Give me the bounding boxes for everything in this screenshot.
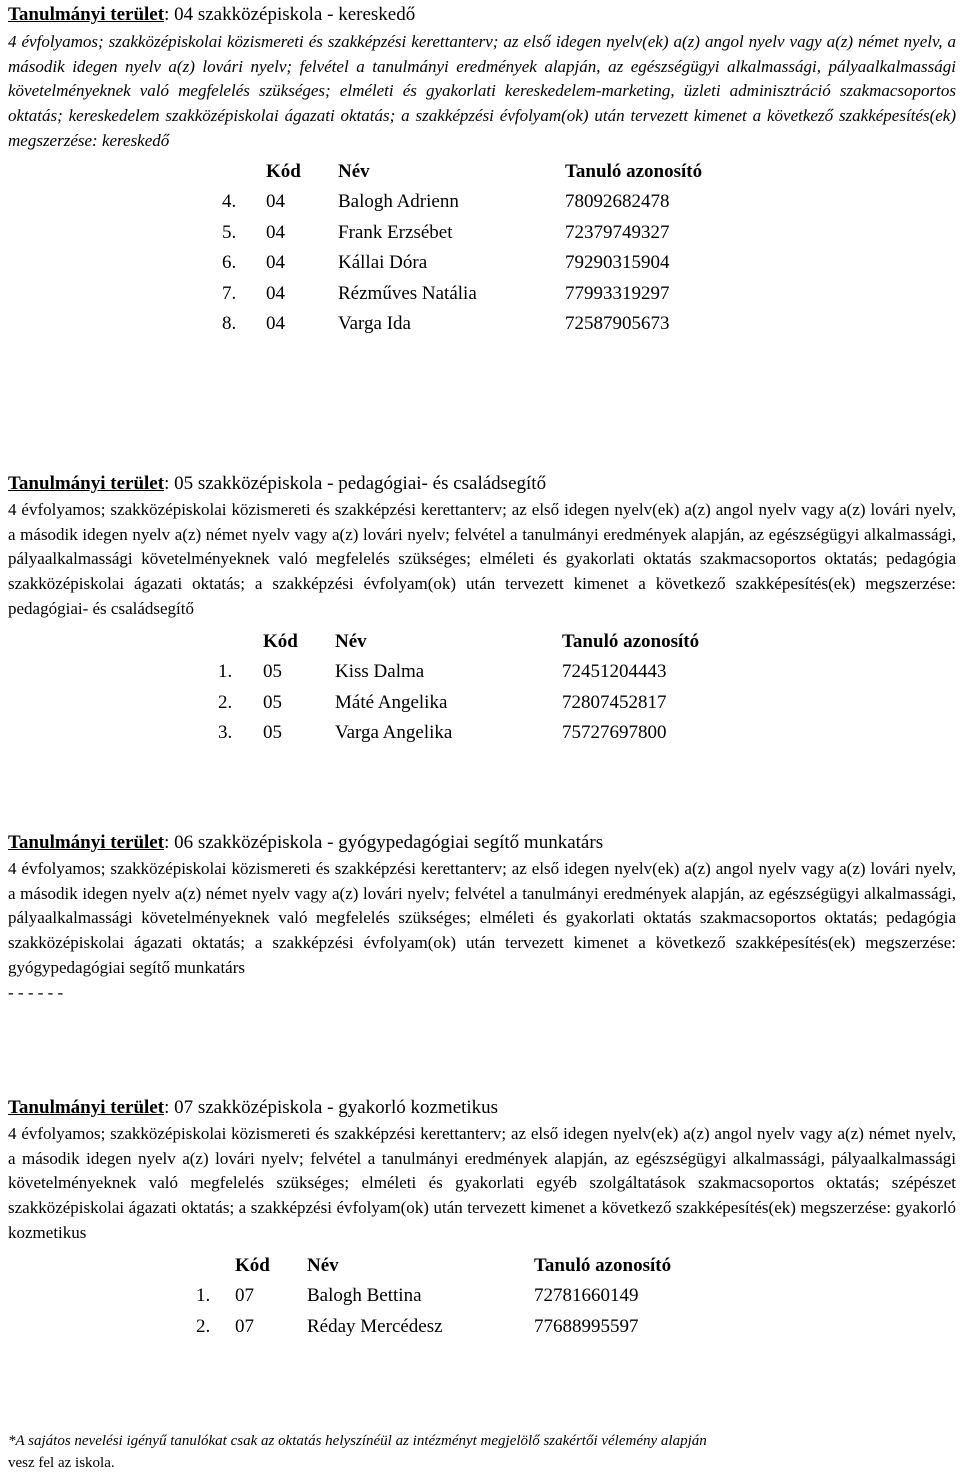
row-id: 72781660149 (534, 1285, 639, 1307)
section-description-text: 4 évfolyamos; szakközépiskolai közismereti és szakképzési kerettanterv; az első idegen nyelv(ek) a(z) angol nyelv vagy a(z) lovári nyelv, a második idegen nyelv a(z) német nyelv vagy a(z) lovári nyelv; felvétel a tanulmányi eredmények alapján, az egészségügyi alkalmassági, pályaalkalmassági követelményeknek való megfelelés szükséges; elméleti és gyakorlati oktatás szakmacsoportos oktatás; pedagógia szakközépiskolai ágazati oktatás; a szakképzési évfolyam(ok) után tervezett kimenet a következő szakképesítés(ek) megszerzése: pedagógiai- és családsegítő (8, 500, 956, 618)
row-id: 77688995597 (534, 1315, 639, 1337)
col-header-id: Tanuló azonosító (562, 630, 700, 652)
table-row (218, 718, 699, 749)
table-row (222, 218, 702, 249)
section-description (8, 857, 956, 981)
row-name: Kállai Dóra (338, 252, 428, 274)
table-row (222, 248, 702, 279)
section-heading-label: Tanulmányi terület (8, 473, 165, 494)
section-description (8, 1122, 956, 1246)
row-number: 7. (222, 282, 237, 304)
section-heading-label: Tanulmányi terület (8, 1097, 165, 1118)
row-number: 8. (222, 313, 237, 335)
table-row (222, 187, 702, 218)
row-name: Varga Angelika (335, 722, 453, 744)
section-description (8, 498, 956, 622)
row-id: 78092682478 (565, 191, 670, 213)
row-name: Frank Erzsébet (338, 221, 453, 243)
row-id: 75727697800 (562, 722, 667, 744)
col-header-id: Tanuló azonosító (534, 1254, 672, 1276)
section-04 (8, 4, 956, 340)
student-table (218, 627, 699, 749)
row-name: Rézműves Natália (338, 282, 477, 304)
row-code: 04 (266, 191, 285, 213)
col-header-code: Kód (263, 630, 298, 652)
row-name: Balogh Adrienn (338, 191, 459, 213)
col-header-code: Kód (235, 1254, 270, 1276)
row-name: Máté Angelika (335, 691, 448, 713)
row-id: 79290315904 (565, 252, 670, 274)
row-number: 2. (196, 1315, 211, 1337)
row-number: 3. (218, 722, 233, 744)
section-description (8, 30, 956, 154)
row-code: 04 (266, 282, 285, 304)
col-header-id: Tanuló azonosító (565, 160, 703, 182)
row-number: 1. (196, 1285, 211, 1307)
row-id: 72451204443 (562, 661, 667, 683)
section-07 (8, 1097, 956, 1342)
table-header-row (218, 627, 699, 658)
row-code: 04 (266, 313, 285, 335)
row-number: 5. (222, 221, 237, 243)
row-id: 72379749327 (565, 221, 670, 243)
row-code: 04 (266, 252, 285, 274)
section-heading-text: : 07 szakközépiskola - gyakorló kozmetikus (164, 1097, 499, 1118)
row-name: Kiss Dalma (335, 661, 425, 683)
row-id: 72587905673 (565, 313, 670, 335)
row-name: Balogh Bettina (307, 1285, 422, 1307)
student-table (222, 157, 702, 340)
section-description-text: 4 évfolyamos; szakközépiskolai közismereti és szakképzési kerettanterv; az első idegen nyelv(ek) a(z) angol nyelv vagy a(z) lovári nyelv, a második idegen nyelv a(z) német nyelv vagy a(z) lovári nyelv; felvétel a tanulmányi eredmények alapján, az egészségügyi alkalmassági, pályaalkalmassági követelményeknek való megfelelés szükséges; elméleti és gyakorlati oktatás szakmacsoportos oktatás; pedagógia szakközépiskolai ágazati oktatás; a szakképzési évfolyam(ok) után tervezett kimenet a következő szakképesítés(ek) megszerzése: gyógypedagógiai segítő munkatárs (8, 859, 956, 977)
row-code: 07 (235, 1315, 254, 1337)
table-row (196, 1312, 671, 1343)
table-row (222, 279, 702, 310)
student-table (196, 1251, 671, 1343)
row-number: 4. (222, 191, 237, 213)
row-name: Réday Mercédesz (307, 1315, 443, 1337)
table-row (218, 657, 699, 688)
section-06 (8, 832, 956, 1005)
section-heading-label: Tanulmányi terület (8, 832, 165, 853)
col-header-name: Név (335, 630, 367, 652)
col-header-code: Kód (266, 160, 301, 182)
row-code: 05 (263, 722, 282, 744)
section-description-text: 4 évfolyamos; szakközépiskolai közismereti és szakképzési kerettanterv; az első idegen nyelv(ek) a(z) angol nyelv vagy a(z) német nyelv, a második idegen nyelv a(z) lovári nyelv; felvétel a tanulmányi eredmények alapján, az egészségügyi alkalmassági, pályaalkalmassági követelményeknek való megfelelés szükséges; elméleti és gyakorlati kereskedelem-marketing, üzleti adminisztráció szakmacsoportos oktatás; kereskedelem szakközépiskolai ágazati oktatás; a szakképzési évfolyam(ok) után tervezett kimenet a következő szakképesítés(ek) megszerzése: kereskedő (8, 32, 956, 150)
row-code: 07 (235, 1285, 254, 1307)
row-number: 2. (218, 691, 233, 713)
table-row (196, 1281, 671, 1312)
row-id: 77993319297 (565, 282, 670, 304)
section-heading (8, 4, 956, 26)
footnote (8, 1430, 956, 1474)
row-code: 05 (263, 691, 282, 713)
section-description-text: 4 évfolyamos; szakközépiskolai közismereti és szakképzési kerettanterv; az első idegen nyelv(ek) a(z) angol nyelv vagy a(z) német nyelv, a második idegen nyelv a(z) lovári nyelv; felvétel a tanulmányi eredmények alapján, az egészségügyi alkalmassági, pályaalkalmassági követelményeknek való megfelelés szükséges; elméleti és gyakorlati egyéb szolgáltatások szakmacsoportos oktatás; szépészet szakközépiskolai ágazati oktatás; a szakképzési évfolyam(ok) után tervezett kimenet a következő szakképesítés(ek) megszerzése: gyakorló kozmetikus (8, 1124, 956, 1242)
footnote-tail: vesz fel az iskola. (8, 1455, 115, 1471)
section-heading-text: : 05 szakközépiskola - pedagógiai- és családsegítő (164, 473, 547, 494)
footnote-text: *A sajátos nevelési igényű tanulókat csak az oktatás helyszínéül az intézményt megjelölő szakértői vélemény alapján (8, 1433, 707, 1449)
row-code: 04 (266, 221, 285, 243)
table-row (218, 688, 699, 719)
row-name: Varga Ida (338, 313, 411, 335)
section-heading-text: : 06 szakközépiskola - gyógypedagógiai segítő munkatárs (164, 832, 604, 853)
col-header-name: Név (338, 160, 370, 182)
section-heading (8, 1097, 956, 1119)
table-header-row (222, 157, 702, 188)
section-heading-label: Tanulmányi terület (8, 4, 165, 25)
empty-list-dashes: - - - - - - (8, 982, 64, 1002)
row-code: 05 (263, 661, 282, 683)
section-heading-text: : 04 szakközépiskola - kereskedő (164, 4, 416, 25)
row-id: 72807452817 (562, 691, 667, 713)
row-number: 6. (222, 252, 237, 274)
section-heading (8, 473, 956, 495)
section-05 (8, 473, 956, 749)
table-row (222, 309, 702, 340)
table-header-row (196, 1251, 671, 1282)
row-number: 1. (218, 661, 233, 683)
col-header-name: Név (307, 1254, 339, 1276)
section-heading (8, 832, 956, 854)
